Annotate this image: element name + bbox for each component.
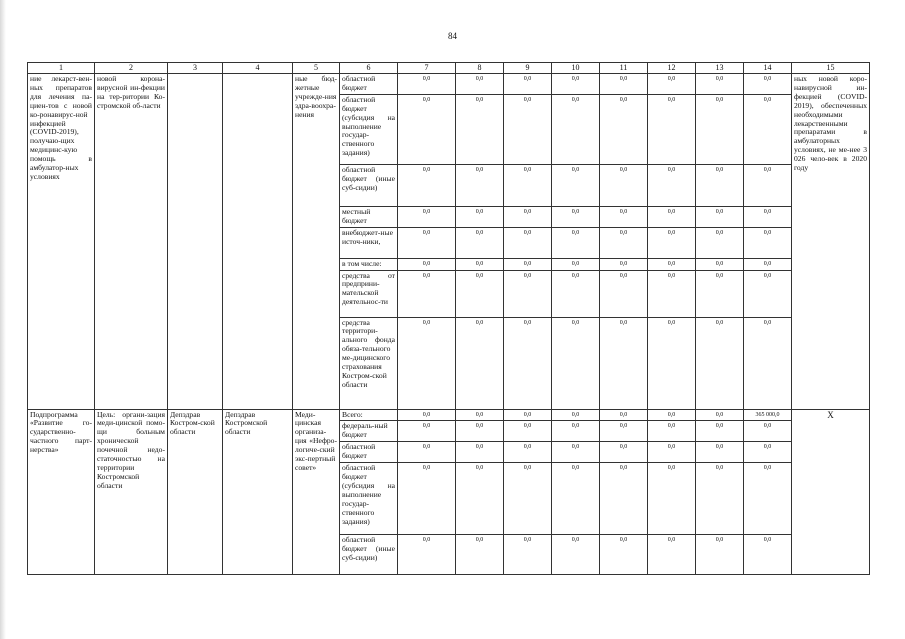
value-cell: 0,0 — [552, 317, 600, 409]
value-cell: 0,0 — [456, 227, 504, 258]
funding-source-label: средства от предприни-мательской деятельнос-ти — [340, 270, 398, 317]
value-cell: 0,0 — [456, 270, 504, 317]
value-cell: 0,0 — [504, 74, 552, 95]
value-cell: 0,0 — [504, 270, 552, 317]
value-cell: 0,0 — [552, 227, 600, 258]
value-cell: 0,0 — [504, 94, 552, 164]
funding-source-label: Всего: — [340, 409, 398, 421]
block1-col4-cell — [223, 74, 293, 410]
column-header-5: 5 — [293, 63, 340, 74]
value-cell: 0,0 — [398, 227, 456, 258]
value-cell: 0,0 — [398, 535, 456, 575]
value-cell: 0,0 — [696, 258, 744, 270]
column-header-2: 2 — [95, 63, 168, 74]
value-cell: 0,0 — [696, 74, 744, 95]
value-cell: 0,0 — [398, 463, 456, 535]
value-cell: 0,0 — [398, 164, 456, 206]
value-cell: 0,0 — [600, 463, 648, 535]
value-cell: 0,0 — [696, 463, 744, 535]
column-header-11: 11 — [600, 63, 648, 74]
value-cell: 0,0 — [456, 94, 504, 164]
value-cell: 0,0 — [456, 317, 504, 409]
value-cell: 0,0 — [648, 164, 696, 206]
column-header-12: 12 — [648, 63, 696, 74]
program-table — [27, 62, 870, 575]
block2-col2-cell: Цель: органи-зация меди-цинской помо-щи больным хронической почечной недо-статочностью на территории Костромской области — [95, 409, 168, 575]
column-header-14: 14 — [744, 63, 792, 74]
block1-col3-cell — [168, 74, 223, 410]
value-cell: 0,0 — [456, 74, 504, 95]
column-header-6: 6 — [340, 63, 398, 74]
value-cell: 0,0 — [648, 94, 696, 164]
funding-source-label: областной бюджет (иные суб-сидии) — [340, 164, 398, 206]
value-cell: 0,0 — [648, 535, 696, 575]
value-cell: 0,0 — [552, 258, 600, 270]
value-cell: 0,0 — [600, 74, 648, 95]
value-cell: 0,0 — [456, 535, 504, 575]
value-cell: 0,0 — [696, 94, 744, 164]
value-cell: 0,0 — [744, 421, 792, 442]
block2-col5-cell: Меди-цинская организа-ция «Нефро-логиче-ский экс-пертный совет» — [293, 409, 340, 575]
value-cell: 0,0 — [744, 258, 792, 270]
column-header-10: 10 — [552, 63, 600, 74]
value-cell: 0,0 — [398, 94, 456, 164]
funding-source-label: областной бюджет — [340, 74, 398, 95]
value-cell: 0,0 — [504, 463, 552, 535]
funding-source-label: областной бюджет (субсидия на выполнение государ-ственного задания) — [340, 94, 398, 164]
column-header-7: 7 — [398, 63, 456, 74]
value-cell: 0,0 — [696, 421, 744, 442]
value-cell: 0,0 — [600, 535, 648, 575]
value-cell: 0,0 — [600, 270, 648, 317]
funding-source-label: областной бюджет — [340, 442, 398, 463]
column-header-15: 15 — [792, 63, 870, 74]
value-cell: 0,0 — [600, 206, 648, 227]
value-cell: 0,0 — [456, 463, 504, 535]
value-cell: 0,0 — [696, 270, 744, 317]
funding-source-label: местный бюджет — [340, 206, 398, 227]
value-cell: 0,0 — [744, 463, 792, 535]
value-cell: 0,0 — [696, 164, 744, 206]
funding-source-label: федераль-ный бюджет — [340, 421, 398, 442]
value-cell: 0,0 — [398, 421, 456, 442]
header-row — [28, 63, 870, 74]
value-cell: 0,0 — [648, 206, 696, 227]
value-cell: 0,0 — [552, 535, 600, 575]
value-cell: 0,0 — [552, 74, 600, 95]
value-cell: 0,0 — [600, 164, 648, 206]
value-cell: 0,0 — [504, 258, 552, 270]
value-cell: 0,0 — [456, 421, 504, 442]
value-cell: 0,0 — [504, 535, 552, 575]
value-cell: 0,0 — [600, 421, 648, 442]
value-cell: 0,0 — [600, 227, 648, 258]
value-cell: 0,0 — [398, 442, 456, 463]
value-cell: 0,0 — [600, 258, 648, 270]
value-cell: 365 000,0 — [744, 409, 792, 421]
value-cell: 0,0 — [600, 409, 648, 421]
value-cell: 0,0 — [696, 409, 744, 421]
value-cell: 0,0 — [648, 442, 696, 463]
value-cell: 0,0 — [696, 317, 744, 409]
value-cell: 0,0 — [648, 317, 696, 409]
page-number: 84 — [448, 31, 457, 41]
block1-col5-cell: ные бюд-жетные учрежде-ния здра-воохра-нения — [293, 74, 340, 410]
value-cell: 0,0 — [456, 258, 504, 270]
column-header-13: 13 — [696, 63, 744, 74]
value-cell: 0,0 — [648, 421, 696, 442]
value-cell: 0,0 — [504, 317, 552, 409]
value-cell: 0,0 — [744, 535, 792, 575]
value-cell: 0,0 — [744, 206, 792, 227]
value-cell: 0,0 — [552, 94, 600, 164]
value-cell: 0,0 — [648, 463, 696, 535]
funding-source-label: внебюджет-ные источ-ники, — [340, 227, 398, 258]
table-row — [28, 409, 870, 421]
value-cell: 0,0 — [504, 206, 552, 227]
value-cell: 0,0 — [744, 74, 792, 95]
value-cell: 0,0 — [456, 206, 504, 227]
value-cell: 0,0 — [600, 94, 648, 164]
value-cell: 0,0 — [552, 164, 600, 206]
value-cell: 0,0 — [552, 270, 600, 317]
page-edge-shadow — [0, 0, 6, 639]
value-cell: 0,0 — [552, 442, 600, 463]
value-cell: 0,0 — [744, 227, 792, 258]
block2-col4-cell: Депздрав Костромской области — [223, 409, 293, 575]
column-header-4: 4 — [223, 63, 293, 74]
value-cell: 0,0 — [600, 442, 648, 463]
value-cell: 0,0 — [744, 270, 792, 317]
block2-col3-cell: Депздрав Костром-ской области — [168, 409, 223, 575]
column-header-9: 9 — [504, 63, 552, 74]
value-cell: 0,0 — [648, 258, 696, 270]
value-cell: 0,0 — [504, 227, 552, 258]
value-cell: 0,0 — [744, 94, 792, 164]
value-cell: 0,0 — [648, 270, 696, 317]
value-cell: 0,0 — [696, 442, 744, 463]
value-cell: 0,0 — [456, 442, 504, 463]
value-cell: 0,0 — [744, 164, 792, 206]
value-cell: 0,0 — [456, 164, 504, 206]
value-cell: 0,0 — [648, 409, 696, 421]
value-cell: 0,0 — [398, 74, 456, 95]
value-cell: 0,0 — [504, 409, 552, 421]
funding-source-label: областной бюджет (иные суб-сидии) — [340, 535, 398, 575]
block1-col2-cell: новой корона-вирусной ин-фекции на тер-ритории Ко-стромской об-ласти — [95, 74, 168, 410]
value-cell: 0,0 — [398, 409, 456, 421]
value-cell: 0,0 — [696, 227, 744, 258]
block2-col1-cell: Подпрограмма «Развитие го-сударственно-частного парт-нерства» — [28, 409, 95, 575]
column-header-8: 8 — [456, 63, 504, 74]
block2-col15-cell: X — [792, 409, 870, 575]
value-cell: 0,0 — [744, 442, 792, 463]
value-cell: 0,0 — [398, 258, 456, 270]
value-cell: 0,0 — [504, 421, 552, 442]
value-cell: 0,0 — [744, 317, 792, 409]
value-cell: 0,0 — [456, 409, 504, 421]
table-row — [28, 74, 870, 95]
value-cell: 0,0 — [398, 270, 456, 317]
value-cell: 0,0 — [648, 227, 696, 258]
value-cell: 0,0 — [648, 74, 696, 95]
value-cell: 0,0 — [600, 317, 648, 409]
value-cell: 0,0 — [504, 164, 552, 206]
column-header-3: 3 — [168, 63, 223, 74]
value-cell: 0,0 — [696, 206, 744, 227]
column-header-1: 1 — [28, 63, 95, 74]
funding-source-label: средства территори-ального фонда обяза-тельного ме-дицинского страхования Костром-ской области — [340, 317, 398, 409]
block1-col1-cell: ние лекарст-вен-ных препаратов для лечения па-циен-тов с новой ко-ронавирус-ной инфекцией (COVID-2019), получаю-щих медицинс-кую помощь в амбулатор-ных условиях — [28, 74, 95, 410]
value-cell: 0,0 — [398, 317, 456, 409]
value-cell: 0,0 — [552, 206, 600, 227]
value-cell: 0,0 — [504, 442, 552, 463]
value-cell: 0,0 — [398, 206, 456, 227]
value-cell: 0,0 — [552, 463, 600, 535]
value-cell: 0,0 — [552, 421, 600, 442]
funding-source-label: в том числе: — [340, 258, 398, 270]
block1-col15-cell: ных новой коро-навирусной ин-фекцией (COVID-2019), обеспеченных необходимыми лекарственными препаратами в амбулаторных условиях, не ме-нее 3 026 чело-век в 2020 году — [792, 74, 870, 410]
value-cell: 0,0 — [696, 535, 744, 575]
value-cell: 0,0 — [552, 409, 600, 421]
funding-source-label: областной бюджет (субсидия на выполнение государ-ственного задания) — [340, 463, 398, 535]
